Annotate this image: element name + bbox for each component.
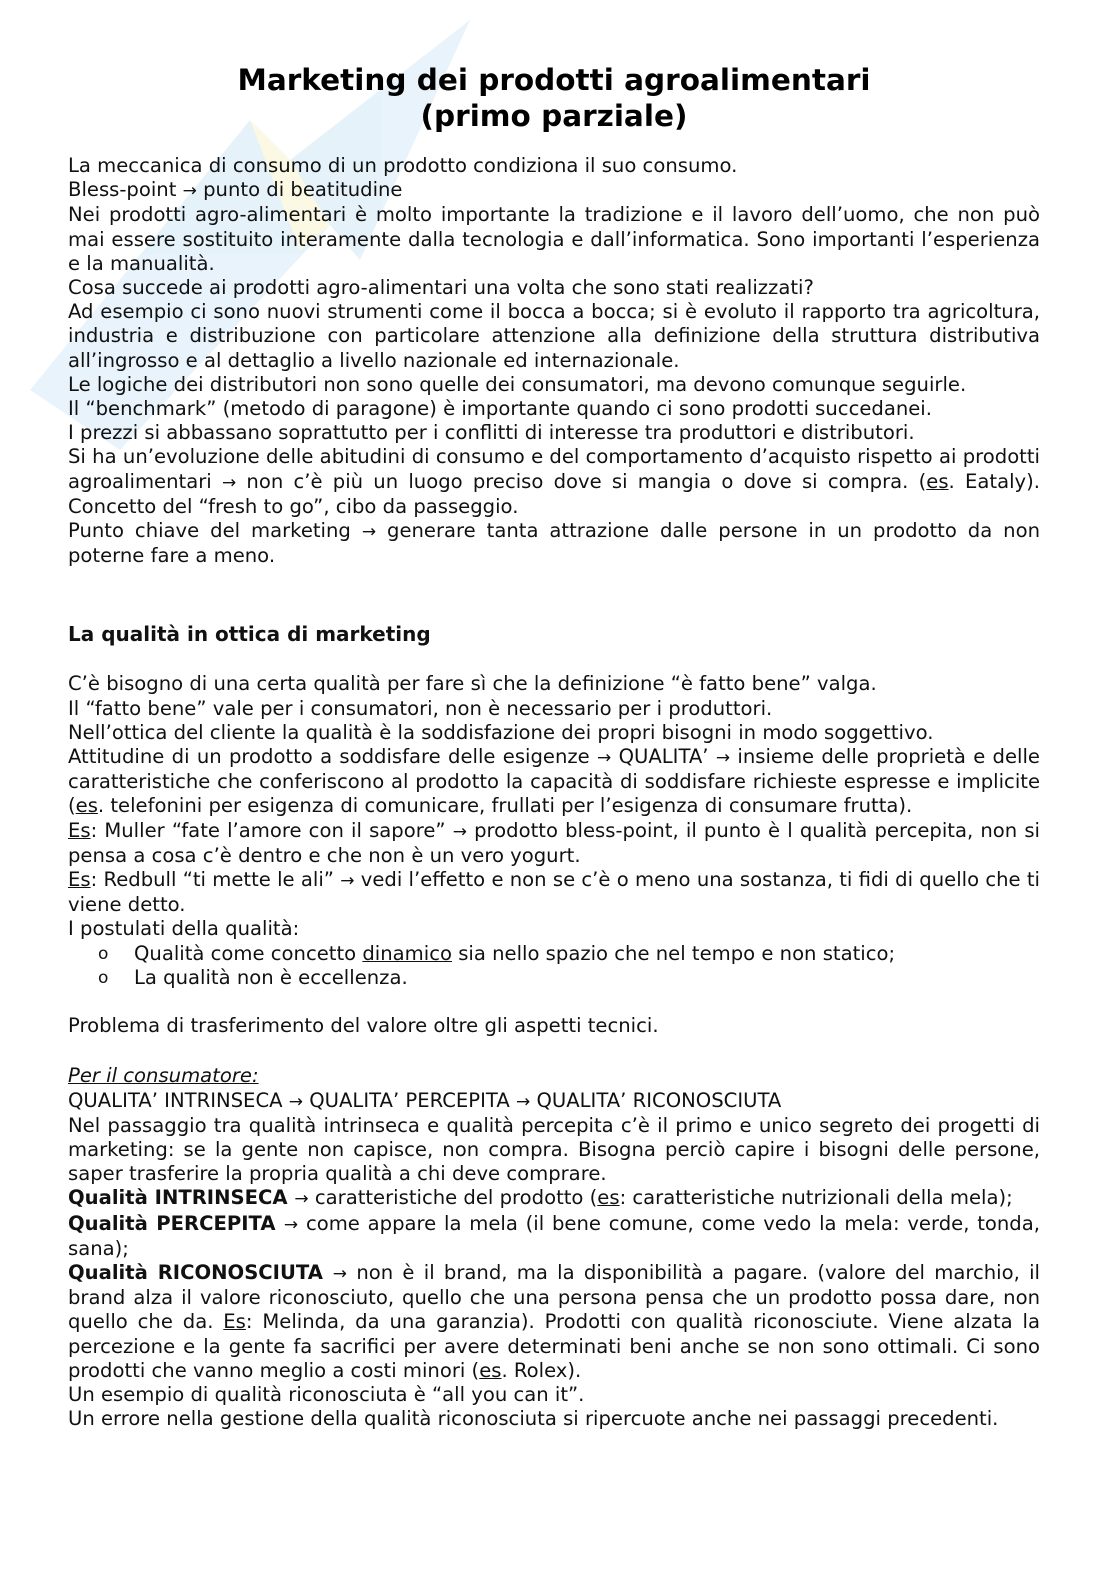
consumer-section	[68, 1064, 1040, 1431]
list-item: o Qualità come concetto dinamico sia nello spazio che nel tempo e non statico;	[98, 941, 896, 965]
quality-section	[68, 672, 1040, 1038]
bullet-marker: o	[98, 967, 109, 988]
arrow-icon: →	[340, 871, 355, 892]
arrow-icon: →	[361, 522, 377, 543]
intro-paragraph: Le logiche dei distributori non sono quelle dei consumatori, ma devono comunque seguirle.	[68, 372, 967, 396]
intro-section	[68, 154, 1040, 568]
arrow-icon: →	[182, 181, 197, 202]
quality-paragraph: Es: Redbull “ti mette le ali” → vedi l’effetto e non se c’è o meno una sostanza, ti fidi di quello che ti viene detto.	[68, 868, 1040, 917]
consumer-paragraph: Un esempio di qualità riconosciuta è “all you can it”.	[68, 1382, 585, 1406]
arrow-icon: →	[288, 1091, 304, 1112]
arrow-icon: →	[332, 1263, 348, 1284]
quality-paragraph: Nell’ottica del cliente la qualità è la soddisfazione dei propri bisogni in modo soggettivo.	[68, 720, 934, 744]
section-heading-quality: La qualità in ottica di marketing	[68, 622, 431, 647]
intro-paragraph: Bless-point → punto di beatitudine	[68, 178, 403, 202]
consumer-heading: Per il consumatore:	[68, 1064, 259, 1088]
document-page	[68, 62, 1040, 1431]
quality-paragraph: I postulati della qualità:	[68, 917, 300, 941]
arrow-icon: →	[515, 1091, 531, 1112]
intro-paragraph: Nei prodotti agro-alimentari è molto importante la tradizione e il lavoro dell’uomo, che non può mai essere sostituito interamente dalla tecnologia e dall’informatica. Sono importanti l’esperienza e la manualità.	[68, 203, 1040, 275]
intro-paragraph: Punto chiave del marketing → generare tanta attrazione dalle persone in un prodotto da non poterne fare a meno.	[68, 519, 1040, 568]
arrow-icon: →	[221, 472, 237, 493]
riconosciuta-definition: Qualità RICONOSCIUTA → non è il brand, ma la disponibilità a pagare. (valore del marchio, il brand alza il valore riconosciuto, quello che una persona pensa che un prodotto possa dare, non quello che da. Es: Melinda, da una garanzia). Prodotti con qualità riconosciute. Viene alzata la percezione e la gente fa sacrifici per avere determinati beni anche se non sono ottimali. Ci sono prodotti che vanno meglio a costi minori (es. Rolex).	[68, 1260, 1040, 1382]
bullet-marker: o	[98, 943, 109, 964]
arrow-icon: →	[597, 748, 612, 769]
quality-paragraph: Il “fatto bene” vale per i consumatori, non è necessario per i produttori.	[68, 696, 773, 720]
intro-paragraph: I prezzi si abbassano soprattutto per i conflitti di interesse tra produttori e distributori.	[68, 421, 915, 445]
arrow-icon: →	[283, 1214, 299, 1235]
quality-paragraph: Problema di trasferimento del valore oltre gli aspetti tecnici.	[68, 1014, 659, 1038]
quality-chain: QUALITA’ INTRINSECA → QUALITA’ PERCEPITA → QUALITA’ RICONOSCIUTA	[68, 1088, 782, 1112]
postulates-list	[68, 942, 1040, 990]
quality-paragraph: Attitudine di un prodotto a soddisfare delle esigenze → QUALITA’ → insieme delle proprietà e delle caratteristiche che conferiscono al prodotto la capacità di soddisfare richieste espresse e implicite (es. telefonini per esigenza di comunicare, frullati per l’esigenza di consumare frutta).	[68, 745, 1040, 818]
intro-paragraph: Il “benchmark” (metodo di paragone) è importante quando ci sono prodotti succedanei.	[68, 397, 932, 421]
arrow-icon: →	[294, 1189, 309, 1210]
document-title	[68, 62, 1040, 134]
arrow-icon: →	[715, 748, 731, 769]
title-line-1: Marketing dei prodotti agroalimentari	[237, 63, 871, 97]
quality-paragraph: Es: Muller “fate l’amore con il sapore” → prodotto bless-point, il punto è l qualità percepita, non si pensa a cosa c’è dentro e che non è un vero yogurt.	[68, 818, 1040, 867]
intro-paragraph: Si ha un’evoluzione delle abitudini di consumo e del comportamento d’acquisto rispetto ai prodotti agroalimentari → non c’è più un luogo preciso dove si mangia o dove si compra. (es. Eataly). Concetto del “fresh to go”, cibo da passeggio.	[68, 445, 1040, 518]
intro-paragraph: La meccanica di consumo di un prodotto condiziona il suo consumo.	[68, 154, 738, 177]
consumer-paragraph: Nel passaggio tra qualità intrinseca e qualità percepita c’è il primo e unico segreto dei progetti di marketing: se la gente non capisce, non compra. Bisogna perciò capire i bisogni delle persone, saper trasferire la propria qualità a chi deve comprare.	[68, 1113, 1040, 1186]
list-item: o La qualità non è eccellenza.	[98, 965, 408, 989]
intro-paragraph: Cosa succede ai prodotti agro-alimentari una volta che sono stati realizzati?	[68, 276, 814, 300]
quality-paragraph: C’è bisogno di una certa qualità per fare sì che la definizione “è fatto bene” valga.	[68, 672, 877, 696]
arrow-icon: →	[452, 821, 467, 842]
percepita-definition: Qualità PERCEPITA → come appare la mela (il bene comune, come vedo la mela: verde, tonda, sana);	[68, 1211, 1040, 1260]
consumer-paragraph: Un errore nella gestione della qualità riconosciuta si ripercuote anche nei passaggi precedenti.	[68, 1407, 999, 1431]
title-line-2: (primo parziale)	[420, 99, 688, 133]
intro-paragraph: Ad esempio ci sono nuovi strumenti come il bocca a bocca; si è evoluto il rapporto tra agricoltura, industria e distribuzione con particolare attenzione alla definizione della struttura distributiva all’ingrosso e al dettaglio a livello nazionale ed internazionale.	[68, 300, 1040, 372]
intrinseca-definition: Qualità INTRINSECA → caratteristiche del prodotto (es: caratteristiche nutrizionali della mela);	[68, 1186, 1013, 1210]
